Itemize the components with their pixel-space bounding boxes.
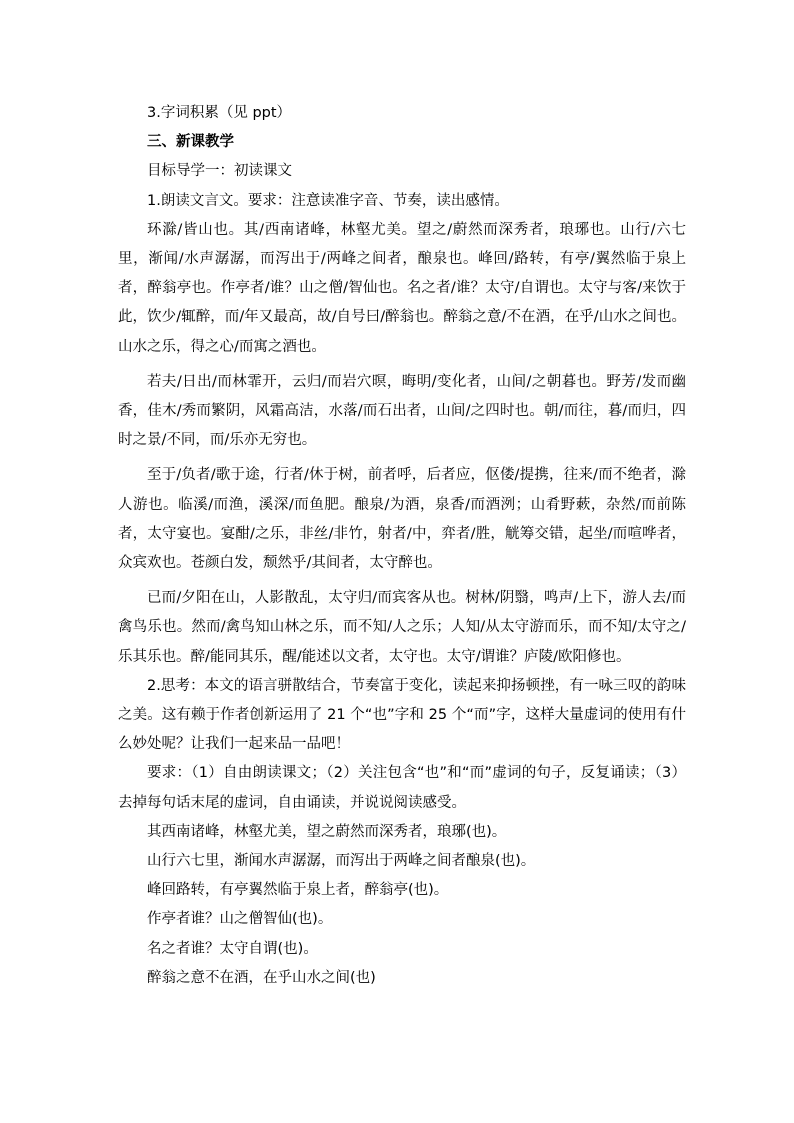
example-sentence: 其西南诸峰，林壑尤美，望之蔚然而深秀者，琅琊(也)。 xyxy=(147,823,507,840)
example-sentence: 山行六七里，渐闻水声潺潺，而泻出于两峰之间者酿泉(也)。 xyxy=(147,853,536,870)
section-heading: 三、新课教学 xyxy=(147,134,234,151)
objective-heading: 目标导学一：初读课文 xyxy=(147,163,292,180)
example-sentence: 作亭者谁？山之僧智仙(也)。 xyxy=(147,911,333,928)
text-paragraph-1: 环滁/皆山也。其/西南诸峰，林壑尤美。望之/蔚然而深秀者，琅琊也。山行/六七里，渐闻/水声潺潺，而泻出于/两峰之间者，酿泉也。峰回/路转，有亭/翼然临于泉上者，醉翁亭也。作亭者/谁？山之僧/智仙也。名之者/谁？太守/自谓也。太守与客/来饮于此，饮少/辄醉，而/年又最高，故/自号曰/醉翁也。醉翁之意/不在酒，在乎/山水之间也。山水之乐，得之心/而寓之酒也。 xyxy=(118,221,686,355)
text-paragraph-2: 若夫/日出/而林霏开，云归/而岩穴暝，晦明/变化者，山间/之朝暮也。野芳/发而幽香，佳木/秀而繁阴，风霜高洁，水落/而石出者，山间/之四时也。朝/而往，暮/而归，四时之景/不同，而/乐亦无穷也。 xyxy=(118,373,686,449)
example-sentence: 名之者谁？太守自谓(也)。 xyxy=(147,940,318,957)
document-body xyxy=(118,99,686,993)
text-paragraph-4: 已而/夕阳在山，人影散乱，太守归/而宾客从也。树林/阴翳，鸣声/上下，游人去/而禽鸟乐也。然而/禽鸟知山林之乐，而不知/人之乐；人知/从太守游而乐，而不知/太守之/乐其乐也。醉/能同其乐，醒/能述以文者，太守也。太守/谓谁？庐陵/欧阳修也。 xyxy=(118,590,686,665)
vocab-accumulation-line: 3.字词积累（见 ppt） xyxy=(147,105,292,121)
text-paragraph-3: 至于/负者/歌于途，行者/休于树，前者呼，后者应，伛偻/提携，往来/而不绝者，滁人游也。临溪/而渔，溪深/而鱼肥。酿泉/为酒，泉香/而酒洌；山肴野蔌，杂然/而前陈者，太守宴也。宴酣/之乐，非丝/非竹，射者/中，弈者/胜，觥筹交错，起坐/而喧哗者，众宾欢也。苍颜白发，颓然乎/其间者，太守醉也。 xyxy=(118,467,686,572)
reading-requirement: 1.朗读文言文。要求：注意读准字音、节奏，读出感情。 xyxy=(147,192,509,209)
example-sentence: 醉翁之意不在酒，在乎山水之间(也) xyxy=(147,969,376,986)
reading-requirements-list: 要求：（1）自由朗读课文；（2）关注包含“也”和“而”虚词的句子，反复诵读；（3）去掉每句话末尾的虚词，自由诵读，并说说阅读感受。 xyxy=(118,765,686,811)
thinking-question: 2.思考：本文的语言骈散结合，节奏富于变化，读起来抑扬顿挫，有一咏三叹的韵味之美。这有赖于作者创新运用了 21 个“也”字和 25 个“而”字，这样大量虚词的使用有什么妙处呢？让我们一起来品一品吧！ xyxy=(118,677,686,753)
example-sentence: 峰回路转，有亭翼然临于泉上者，醉翁亭(也)。 xyxy=(147,882,449,899)
